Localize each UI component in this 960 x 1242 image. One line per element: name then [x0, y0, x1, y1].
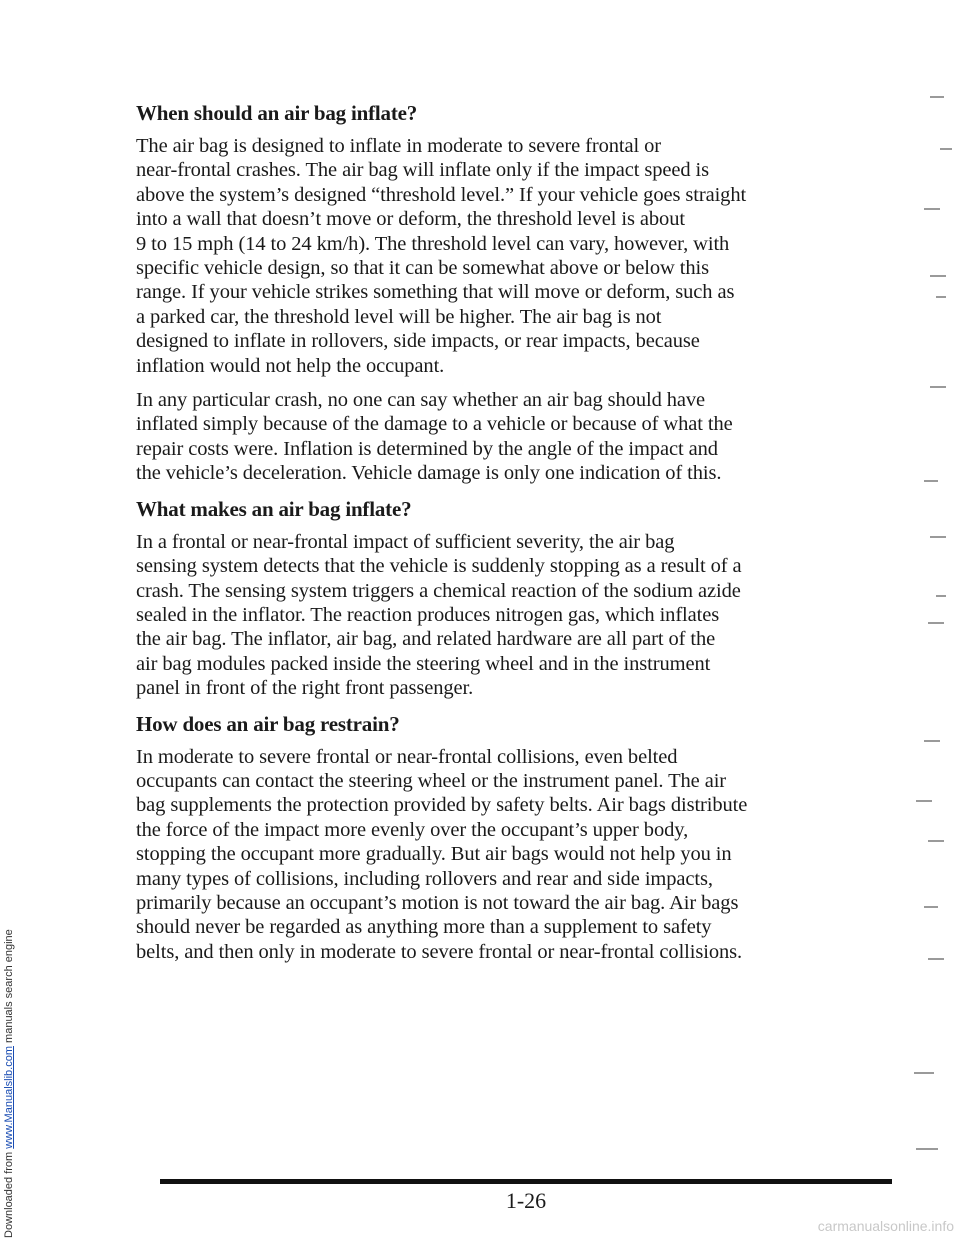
scan-mark — [930, 275, 946, 277]
scan-mark — [928, 622, 944, 624]
section-when-inflate — [136, 100, 906, 486]
section-how-restrain — [136, 711, 906, 965]
scan-mark — [928, 840, 944, 842]
scan-mark — [924, 740, 940, 742]
page-number: 1-26 — [505, 1188, 547, 1213]
section-heading: What makes an air bag inflate? — [136, 496, 412, 521]
paragraph: In any particular crash, no one can say whether an air bag should have inflated simply because of the damage to a vehicle or because of what the repair costs were. Inflation is determined by the angle of the impact and the vehicle’s deceleration. Vehicle damage is only one indication of this. — [136, 389, 733, 485]
scan-mark — [916, 800, 932, 802]
page-content — [136, 100, 906, 974]
scan-mark — [924, 906, 938, 908]
section-heading: When should an air bag inflate? — [136, 101, 418, 125]
scan-mark — [916, 1148, 938, 1150]
scan-mark — [930, 96, 944, 98]
paragraph: The air bag is designed to inflate in moderate to severe frontal or near-frontal crashes. The air bag will inflate only if the impact speed is above the system’s designed “threshold level.” If your vehicle goes straight into a wall that doesn’t move or deform, the threshold level is about 9 to 15 mph (14 to 24 km/h). The threshold level can vary, however, with specific vehicle design, so that it can be somewhat above or below this range. If your vehicle strikes something that will move or deform, such as a parked car, the threshold level will be higher. The air bag is not designed to inflate in rollovers, side impacts, or rear impacts, because inflation would not help the occupant. — [136, 135, 747, 377]
scan-mark — [930, 386, 946, 388]
banner-prefix: Downloaded from — [3, 1148, 15, 1238]
paragraph: In moderate to severe frontal or near-frontal collisions, even belted occupants can contact the steering wheel or the instrument panel. The air bag supplements the protection provided by safety belts. Air bags distribute the force of the impact more evenly over the occupant’s upper body, stopping the occupant more gradually. But air bags would not help you in many types of collisions, including rollovers and rear and side impacts, primarily because an occupant’s motion is not toward the air bag. Air bags should never be regarded as anything more than a supplement to safety belts, and then only in moderate to severe frontal or near-frontal collisions. — [136, 745, 748, 963]
scan-mark — [936, 595, 946, 597]
section-what-makes-inflate — [136, 496, 906, 701]
scan-mark — [936, 296, 946, 298]
margin-scan-marks — [900, 60, 960, 1180]
watermark: carmanualsonline.info — [817, 1218, 954, 1234]
footer-rule — [160, 1179, 892, 1184]
manualslib-link[interactable]: www.Manualslib.com — [3, 1046, 15, 1149]
scan-mark — [914, 1072, 934, 1074]
scan-mark — [924, 208, 940, 210]
scan-mark — [930, 536, 946, 538]
scan-mark — [928, 958, 944, 960]
scan-mark — [924, 480, 938, 482]
section-heading: How does an air bag restrain? — [136, 711, 400, 736]
scan-mark — [940, 148, 952, 150]
paragraph: In a frontal or near-frontal impact of sufficient severity, the air bag sensing system detects that the vehicle is suddenly stopping as a result of a crash. The sensing system triggers a chemical reaction of the sodium azide sealed in the inflator. The reaction produces nitrogen gas, which inflates the air bag. The inflator, air bag, and related hardware are all part of the air bag modules packed inside the steering wheel and in the instrument panel in front of the right front passenger. — [136, 530, 742, 700]
banner-suffix: manuals search engine — [3, 929, 15, 1047]
